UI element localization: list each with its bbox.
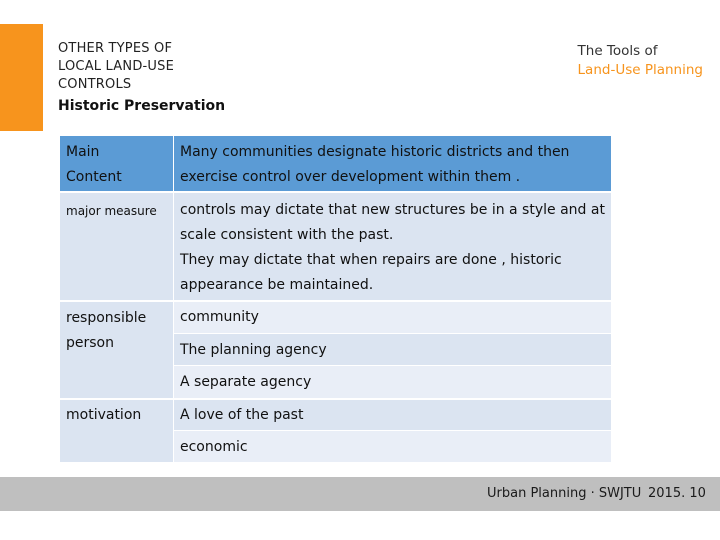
motivation-label: motivation: [66, 407, 142, 423]
major-measure-line: scale consistent with the past.: [180, 227, 394, 243]
brand-title-line1: The Tools of: [577, 43, 658, 59]
responsible-label-cell: [60, 302, 173, 398]
responsible-item: A separate agency: [180, 374, 312, 390]
motivation-item: economic: [180, 439, 248, 455]
header-value-line: exercise control over development within them .: [180, 169, 521, 185]
major-measure-line: appearance be maintained.: [180, 277, 374, 293]
accent-bar: [0, 24, 43, 131]
motivation-label-cell: [60, 400, 173, 462]
brand-title-line2: Land-Use Planning: [577, 62, 703, 78]
header-label-line: Main: [66, 144, 100, 160]
section-title-line: OTHER TYPES OF: [58, 41, 173, 56]
major-measure-line: They may dictate that when repairs are done , historic: [180, 252, 562, 268]
major-measure-label-cell: [60, 193, 173, 300]
major-measure-label: major measure: [66, 204, 157, 218]
major-measure-value-cell: [174, 193, 611, 300]
header-label-cell: [60, 136, 173, 191]
responsible-item-cell: [174, 334, 611, 365]
responsible-item-cell: [174, 366, 611, 398]
section-title: [58, 40, 258, 94]
footer-text: Urban Planning · SWJTU: [487, 486, 642, 501]
motivation-item: A love of the past: [180, 407, 304, 423]
header-label-line: Content: [66, 169, 122, 185]
header-value-line: Many communities designate historic districts and then: [180, 144, 570, 160]
page-heading: Historic Preservation: [58, 98, 226, 114]
brand-title: [578, 42, 703, 80]
responsible-item-cell: [174, 302, 611, 333]
responsible-label-line: responsible: [66, 310, 147, 326]
section-title-line: CONTROLS: [58, 77, 132, 92]
major-measure-line: controls may dictate that new structures be in a style and at: [180, 202, 605, 218]
section-title-line: LOCAL LAND-USE: [58, 59, 174, 74]
responsible-item: community: [180, 309, 259, 325]
footer-date: 2015. 10: [648, 486, 706, 501]
responsible-label-line: person: [66, 335, 114, 351]
header-value-cell: [174, 136, 611, 191]
motivation-item-cell: [174, 431, 611, 462]
responsible-item: The planning agency: [180, 342, 327, 358]
motivation-item-cell: [174, 400, 611, 430]
